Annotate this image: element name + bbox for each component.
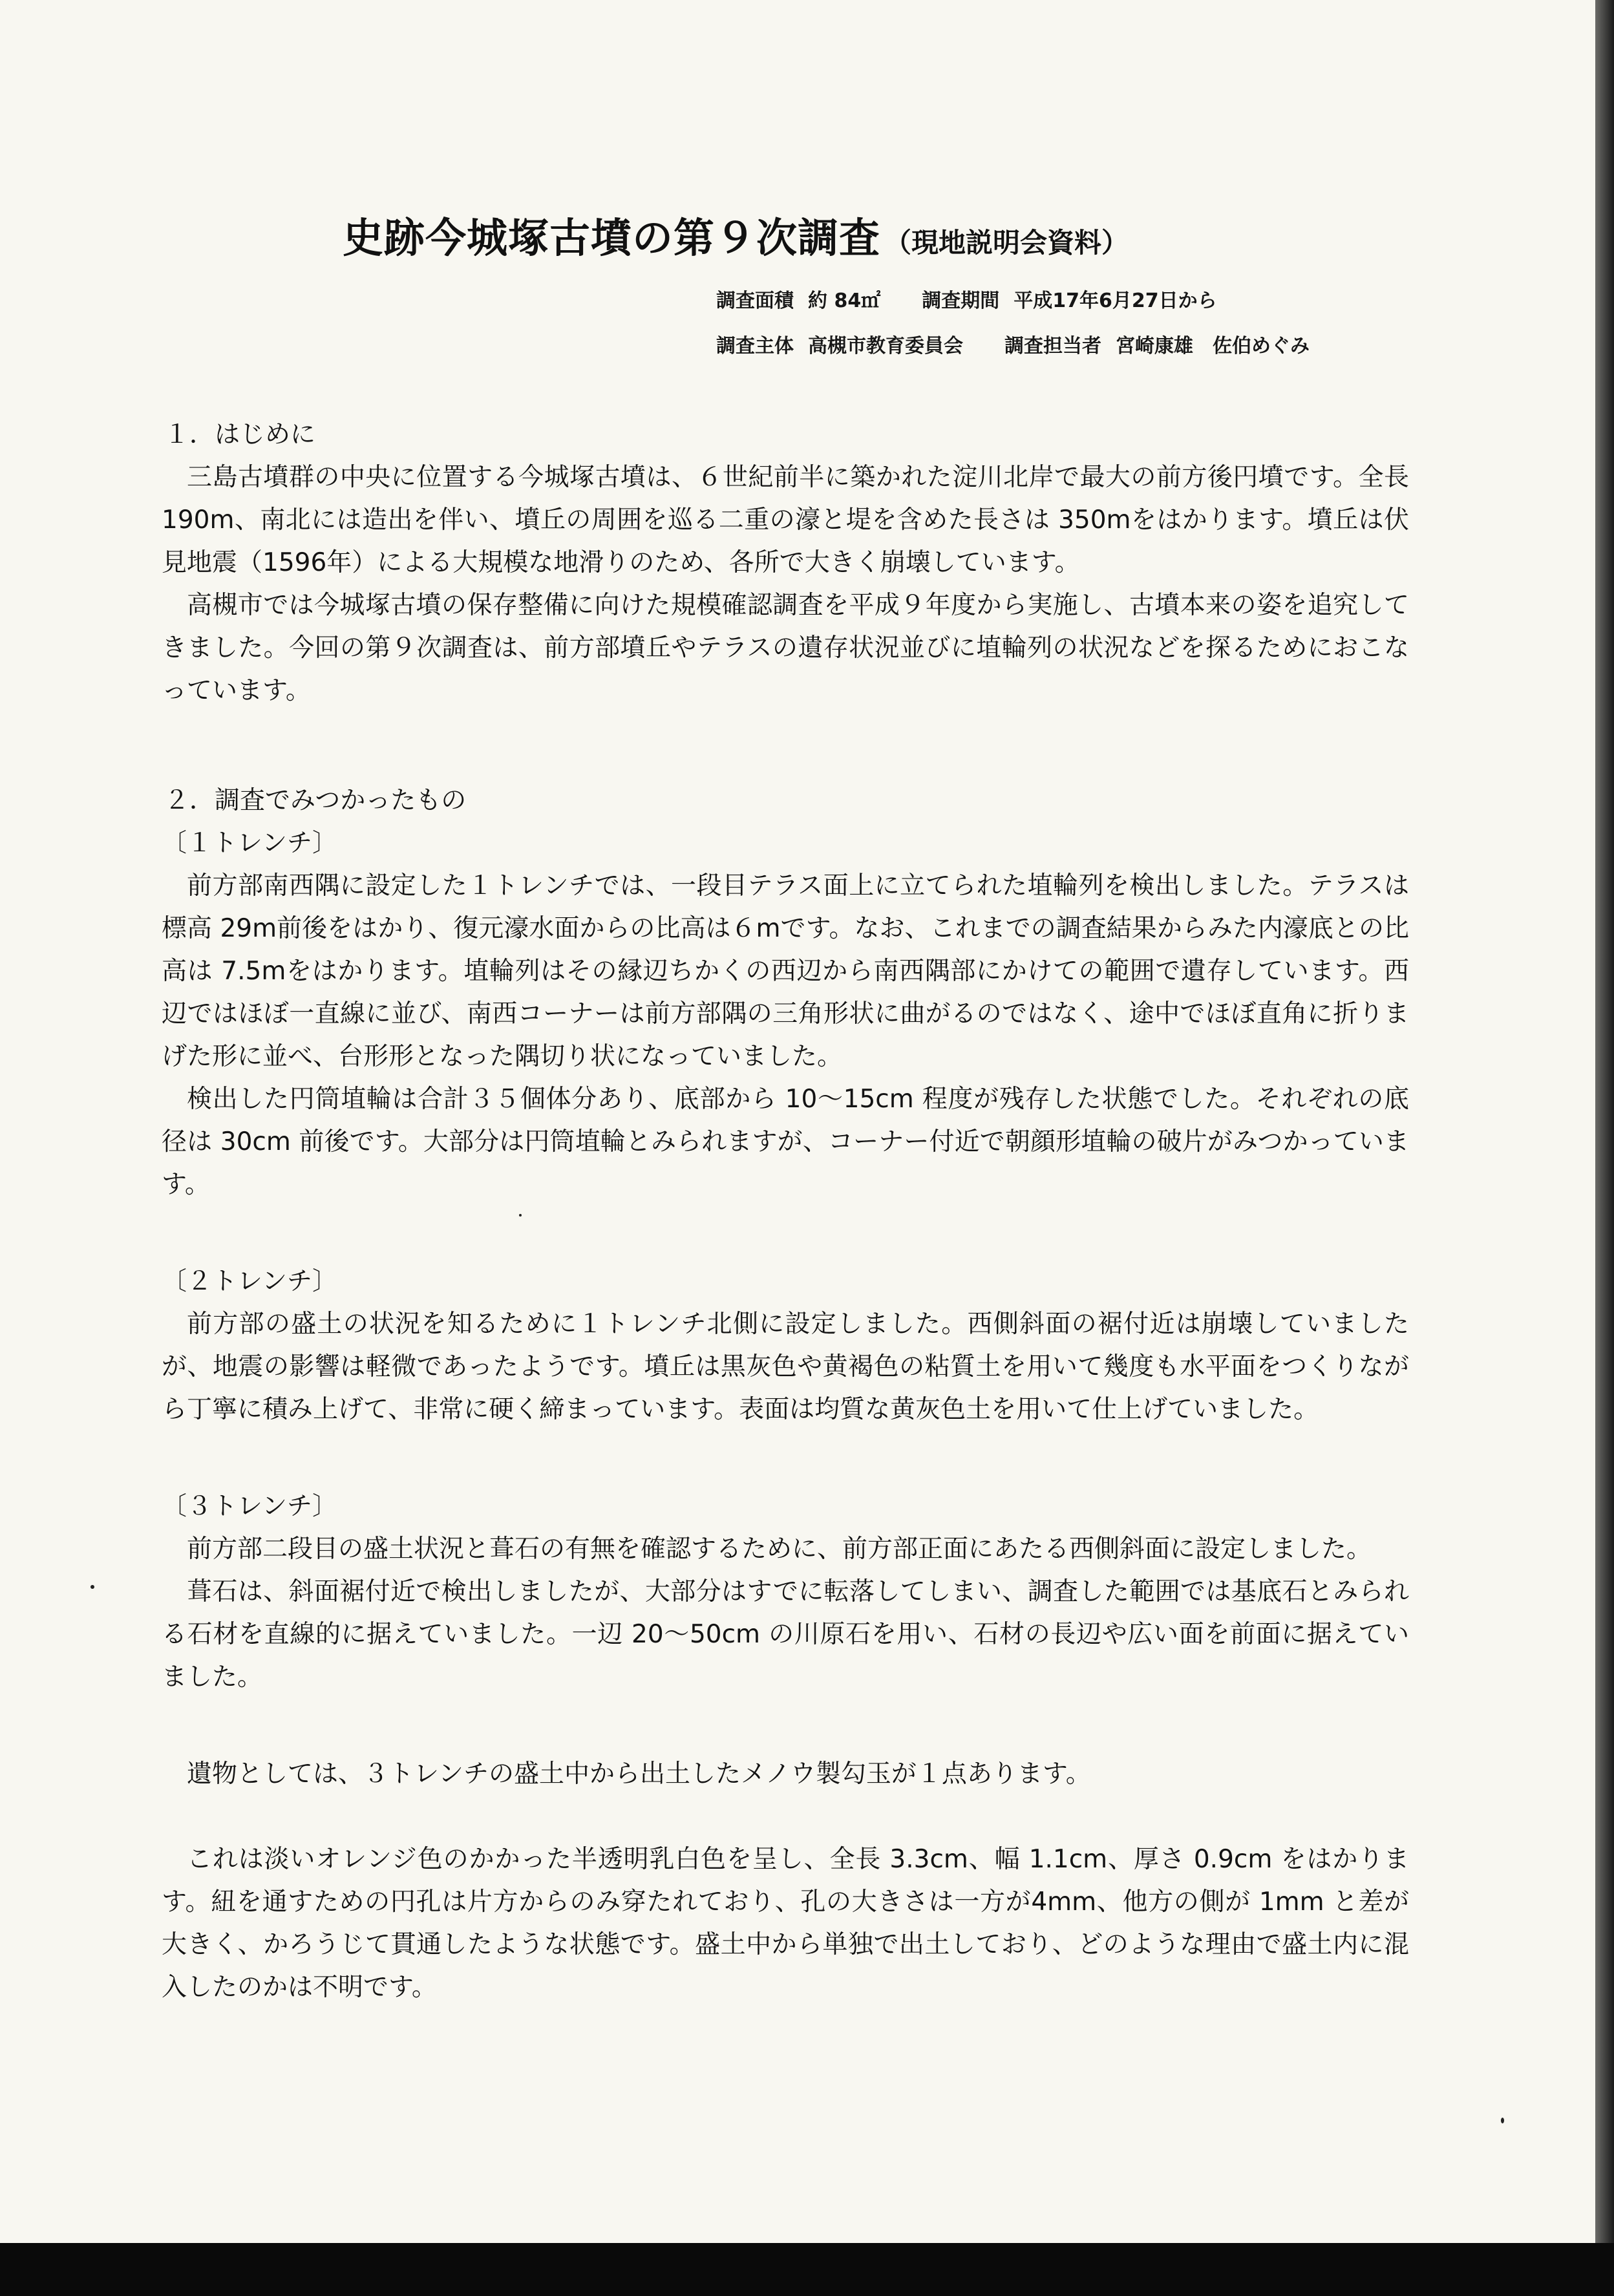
organizer-value: 高槻市教育委員会	[808, 335, 963, 357]
trench-3-heading: 〔３トレンチ〕	[162, 1492, 338, 1521]
artifact-paragraph-2: これは淡いオレンジ色のかかった半透明乳白色を呈し、全長 3.3cm、幅 1.1cm、厚さ 0.9cm をはかります。紐を通すための円孔は片方からのみ穿たれており、孔の大きさは一方が4mm、他方の側が 1mm と差が大きく、かろうじて貫通したような状態です。盛土中から単独で出土しており、どのような理由で盛土内に混入したのかは不明です。	[162, 1845, 1409, 2002]
staff-value: 宮崎康雄 佐伯めぐみ	[1116, 335, 1310, 357]
document-title-note: （現地説明会資料）	[884, 227, 1129, 259]
trench-2-paragraph-1: 前方部の盛土の状況を知るために１トレンチ北側に設定しました。西側斜面の裾付近は崩壊していましたが、地震の影響は軽微であったようです。墳丘は黒灰色や黄褐色の粘質土を用いて幾度も水平面をつくりながら丁寧に積み上げて、非常に硬く締まっています。表面は均質な黄灰色土を用いて仕上げていました。	[162, 1310, 1409, 1424]
spacer	[162, 1796, 1409, 1838]
scan-speck	[1501, 2118, 1504, 2123]
organizer-label: 調査主体	[716, 335, 794, 357]
trench-2-heading: 〔２トレンチ〕	[162, 1267, 338, 1296]
section-1-paragraph-2: 高槻市では今城塚古墳の保存整備に向けた規模確認調査を平成９年度から実施し、古墳本来の姿を追究してきました。今回の第９次調査は、前方部墳丘やテラスの遺存状況並びに埴輪列の状況などを探るためにおこなっています。	[162, 591, 1409, 705]
section-1-heading: １．はじめに	[164, 420, 316, 449]
spacer	[162, 1699, 1409, 1753]
trench-3-paragraph-2: 葺石は、斜面裾付近で検出しましたが、大部分はすでに転落してしまい、調査した範囲では基底石とみられる石材を直線的に据えていました。一辺 20～50cm の川原石を用い、石材の長辺や広い面を前面に据えていました。	[162, 1577, 1409, 1692]
trench-3-paragraph-1: 前方部二段目の盛土状況と葺石の有無を確認するために、前方部正面にあたる西側斜面に設定しました。	[187, 1535, 1372, 1564]
period-label: 調査期間	[922, 290, 1000, 312]
scan-edge-bottom	[0, 2243, 1614, 2296]
spacer	[162, 712, 1409, 780]
spacer	[162, 1431, 1409, 1485]
section-1-paragraph-1: 三島古墳群の中央に位置する今城塚古墳は、６世紀前半に築かれた淀川北岸で最大の前方後円墳です。全長 190m、南北には造出を伴い、墳丘の周囲を巡る二重の濠と堤を含めた長さは 350mをはかります。墳丘は伏見地震（1596年）による大規模な地滑りのため、各所で大きく崩壊しています。	[162, 463, 1409, 577]
artifact-paragraph-1: 遺物としては、３トレンチの盛土中から出土したメノウ製勾玉が１点あります。	[187, 1759, 1091, 1789]
trench-1-paragraph-2: 検出した円筒埴輪は合計３５個体分あり、底部から 10～15cm 程度が残存した状態でした。それぞれの底径は 30cm 前後です。大部分は円筒埴輪とみられますが、コーナー付近で朝顔形埴輪の破片がみつかっています。	[162, 1085, 1409, 1199]
title-block	[343, 206, 1129, 264]
scan-edge-right	[1595, 0, 1614, 2296]
trench-1-paragraph-1: 前方部南西隅に設定した１トレンチでは、一段目テラス面上に立てられた埴輪列を検出しました。テラスは標高 29m前後をはかり、復元濠水面からの比高は６mです。なお、これまでの調査結果からみた内濠底との比高は 7.5mをはかります。埴輪列はその縁辺ちかくの西辺から南西隅部にかけての範囲で遺存しています。西辺ではほぼ一直線に並び、南西コーナーは前方部隅の三角形状に曲がるのではなく、途中でほぼ直角に折りまげた形に並べ、台形形となった隅切り状になっていました。	[162, 871, 1410, 1071]
meta-line-2	[716, 330, 1324, 358]
scan-speck	[519, 1214, 522, 1217]
staff-label: 調査担当者	[1004, 335, 1101, 357]
period-value: 平成17年6月27日から	[1014, 290, 1217, 312]
document-body	[162, 414, 1409, 2009]
section-2-heading: ２．調査でみつかったもの	[164, 786, 467, 815]
meta-line-1	[716, 284, 1231, 313]
trench-1-heading: 〔１トレンチ〕	[162, 829, 338, 858]
document-title: 史跡今城塚古墳の第９次調査	[343, 215, 880, 262]
scan-speck	[90, 1585, 94, 1589]
area-value: 約 84㎡	[808, 290, 881, 312]
spacer	[162, 1206, 1409, 1260]
area-label: 調査面積	[716, 290, 794, 312]
